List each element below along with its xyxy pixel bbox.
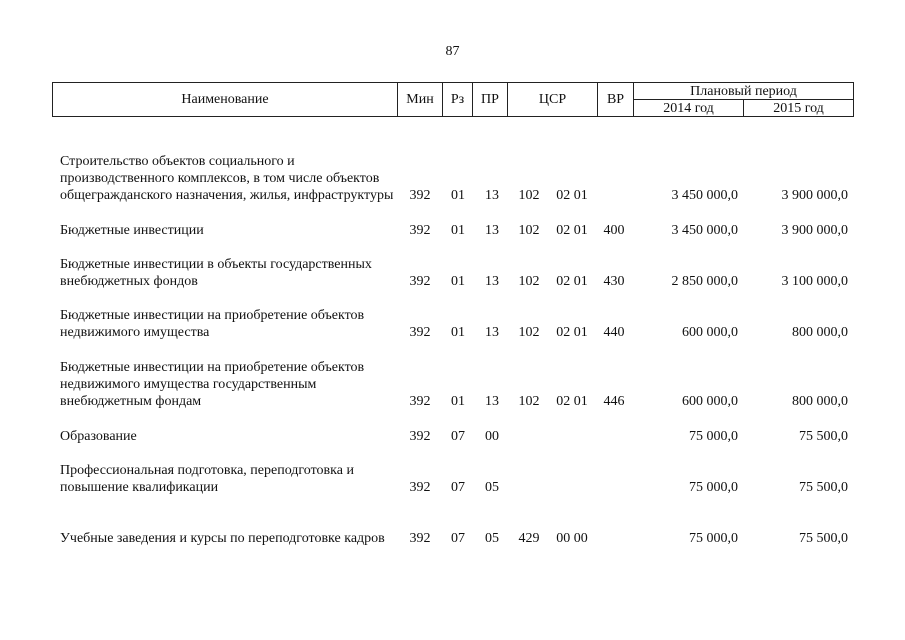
header-csr: ЦСР [508,83,598,117]
row-min: 392 [409,274,431,289]
table-row [0,257,905,290]
table-row [0,427,905,445]
row-amount-2014: 75 000,0 [689,429,738,444]
page-number: 87 [445,44,460,59]
header-name: Наименование [53,83,398,117]
row-rz: 01 [451,325,465,340]
row-name: Образование [60,429,137,444]
row-pr: 00 [485,429,499,444]
row-amount-2014: 3 450 000,0 [671,223,738,238]
row-amount-2015: 800 000,0 [792,325,848,340]
row-min: 392 [409,188,431,203]
row-rz: 07 [451,480,465,495]
row-amount-2014: 600 000,0 [682,325,738,340]
row-vr: 430 [603,274,625,289]
row-amount-2014: 3 450 000,0 [671,188,738,203]
row-min: 392 [409,480,431,495]
row-amount-2015: 3 100 000,0 [781,274,848,289]
table-row [0,308,905,341]
row-amount-2014: 2 850 000,0 [671,274,738,289]
row-csr-code: 02 01 [556,325,588,340]
row-amount-2015: 3 900 000,0 [781,188,848,203]
header-pr: ПР [473,83,508,117]
row-csr-program: 102 [518,325,540,340]
row-name: Бюджетные инвестиции в объекты государственных внебюджетных фондов [60,257,372,289]
row-csr-program: 429 [518,531,540,546]
row-name: Бюджетные инвестиции [60,223,204,238]
row-name: Профессиональная подготовка, переподготовка и повышение квалификации [60,463,354,495]
row-min: 392 [409,429,431,444]
row-amount-2015: 75 500,0 [799,429,848,444]
row-name: Учебные заведения и курсы по переподготовке кадров [60,531,385,546]
row-pr: 13 [485,394,499,409]
row-csr-program: 102 [518,223,540,238]
table-row [0,463,905,496]
row-csr-code: 02 01 [556,223,588,238]
row-pr: 13 [485,188,499,203]
row-pr: 13 [485,325,499,340]
row-min: 392 [409,531,431,546]
table-header [52,82,854,117]
table-row [0,154,905,204]
row-rz: 01 [451,223,465,238]
row-pr: 05 [485,480,499,495]
row-min: 392 [409,394,431,409]
header-vr: ВР [598,83,634,117]
header-rz: Рз [443,83,473,117]
row-min: 392 [409,325,431,340]
row-pr: 13 [485,274,499,289]
row-rz: 01 [451,274,465,289]
row-pr: 13 [485,223,499,238]
row-csr-code: 02 01 [556,188,588,203]
header-year-2014: 2014 год [634,100,744,117]
row-csr-code: 02 01 [556,394,588,409]
table-row [0,529,905,547]
row-csr-program: 102 [518,188,540,203]
row-vr: 400 [603,223,625,238]
row-min: 392 [409,223,431,238]
row-rz: 07 [451,531,465,546]
row-amount-2015: 75 500,0 [799,531,848,546]
row-csr-program: 102 [518,274,540,289]
row-amount-2014: 75 000,0 [689,531,738,546]
row-amount-2015: 3 900 000,0 [781,223,848,238]
table-row [0,360,905,410]
row-name: Бюджетные инвестиции на приобретение объектов недвижимого имущества государственным внебюджетным фондам [60,360,365,409]
header-min: Мин [398,83,443,117]
row-rz: 01 [451,394,465,409]
row-csr-code: 00 00 [556,531,588,546]
row-csr-program: 102 [518,394,540,409]
row-vr: 446 [603,394,625,409]
row-rz: 07 [451,429,465,444]
row-amount-2014: 75 000,0 [689,480,738,495]
table-row [0,221,905,239]
row-pr: 05 [485,531,499,546]
row-rz: 01 [451,188,465,203]
row-amount-2014: 600 000,0 [682,394,738,409]
row-name: Строительство объектов социального и производственного комплексов, в том числе объектов общегражданского назначения, жилья, инфраструктуры [60,154,394,203]
row-amount-2015: 75 500,0 [799,480,848,495]
row-vr: 440 [603,325,625,340]
header-year-2015: 2015 год [744,100,854,117]
row-csr-code: 02 01 [556,274,588,289]
row-amount-2015: 800 000,0 [792,394,848,409]
header-planned-period: Плановый период [634,83,854,100]
row-name: Бюджетные инвестиции на приобретение объектов недвижимого имущества [60,308,365,340]
